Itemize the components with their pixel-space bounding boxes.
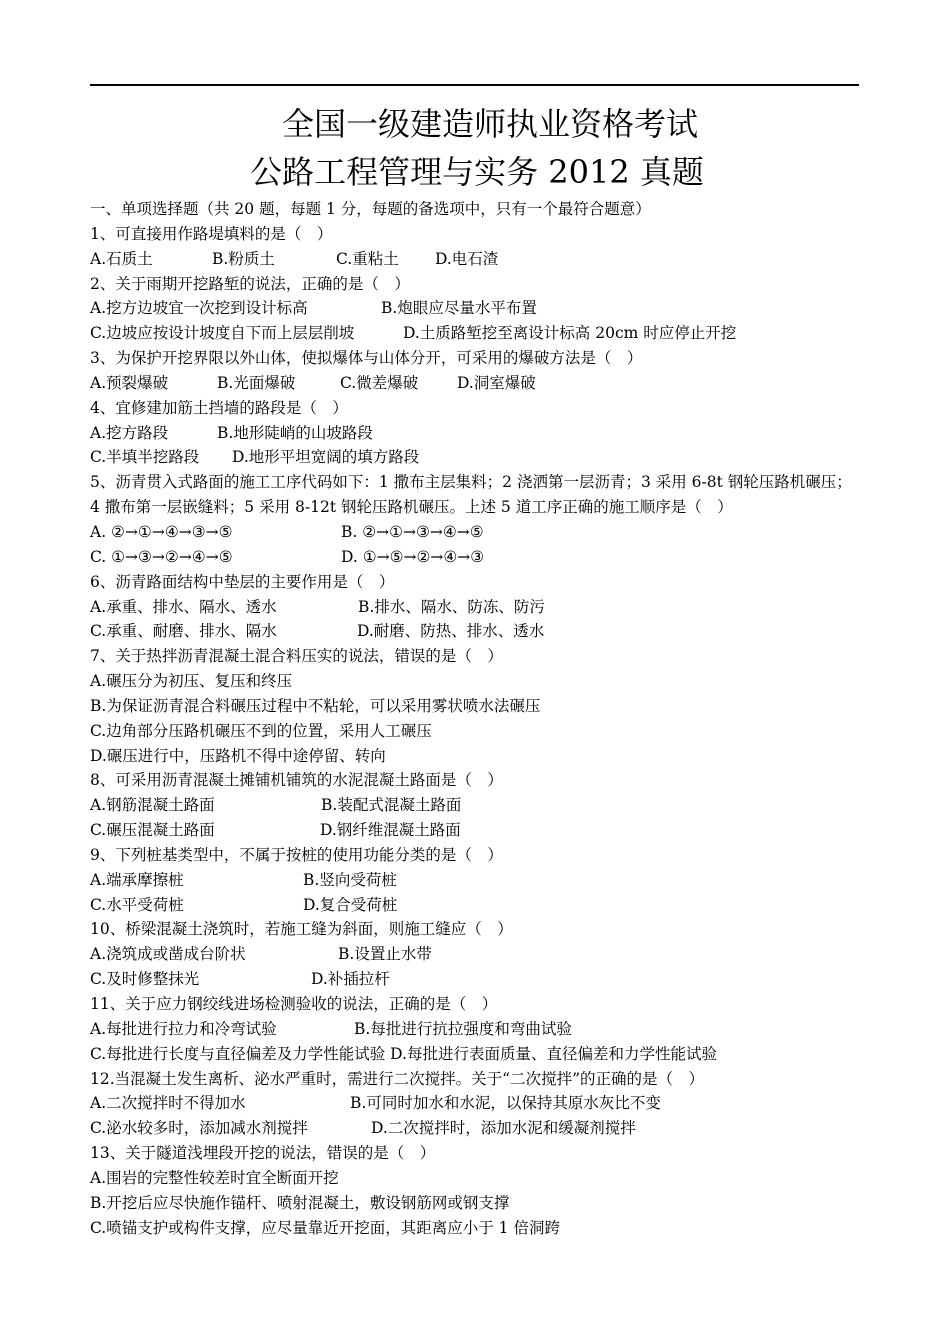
document-subtitle: 公路工程管理与实务 2012 真题 xyxy=(250,153,704,191)
option-line xyxy=(90,868,870,893)
option-line xyxy=(90,321,870,346)
line-text: 4、宜修建加筋土挡墙的路段是（ ） xyxy=(90,398,348,417)
line-text: 10、桥梁混凝土浇筑时，若施工缝为斜面，则施工缝应（ ） xyxy=(90,920,513,939)
line-text: 8、可采用沥青混凝土摊铺机铺筑的水泥混凝土路面是（ ） xyxy=(90,771,503,790)
text-line xyxy=(90,992,870,1017)
answer-option: C.及时修整抹光 xyxy=(90,970,200,989)
text-line xyxy=(90,1141,870,1166)
line-text: 12.当混凝土发生离析、泌水严重时，需进行二次搅拌。关于“二次搅拌”的正确的是（ ） xyxy=(90,1069,705,1088)
answer-option: C.边坡应按设计坡度自下而上层层削坡 xyxy=(90,324,355,343)
text-line xyxy=(90,694,870,719)
text-line xyxy=(90,495,870,520)
line-text: 6、沥青路面结构中垫层的主要作用是（ ） xyxy=(90,572,395,591)
option-line xyxy=(90,793,870,818)
text-line xyxy=(90,1042,870,1067)
answer-option: D.钢纤维混凝土路面 xyxy=(320,821,461,840)
line-text: 13、关于隧道浅埋段开挖的说法，错误的是（ ） xyxy=(90,1144,436,1163)
text-line xyxy=(90,768,870,793)
option-line xyxy=(90,421,870,446)
text-line xyxy=(90,917,870,942)
answer-option: A.浇筑成或凿成台阶状 xyxy=(90,945,246,964)
option-line xyxy=(90,545,870,570)
line-text: C.喷锚支护或构件支撑，应尽量靠近开挖面，其距离应小于 1 倍洞跨 xyxy=(90,1218,560,1237)
line-text: 1、可直接用作路堤填料的是（ ） xyxy=(90,224,333,243)
option-line xyxy=(90,520,870,545)
answer-option: A.承重、排水、隔水、透水 xyxy=(90,597,277,616)
line-text: B.开挖后应尽快施作锚杆、喷射混凝土，敷设钢筋网或钢支撑 xyxy=(90,1193,510,1212)
answer-option: D.耐磨、防热、排水、透水 xyxy=(357,622,545,641)
line-text: C.每批进行长度与直径偏差及力学性能试验 D.每批进行表面质量、直径偏差和力学性能试验 xyxy=(90,1044,717,1063)
option-line xyxy=(90,445,870,470)
option-line xyxy=(90,967,870,992)
text-line xyxy=(90,272,870,297)
line-text: B.为保证沥青混合料碾压过程中不粘轮，可以采用雾状喷水法碾压 xyxy=(90,696,541,715)
text-line xyxy=(90,843,870,868)
answer-option: B.每批进行抗拉强度和弯曲试验 xyxy=(354,1019,572,1038)
text-line xyxy=(90,1216,870,1241)
document-title: 全国一级建造师执业资格考试 xyxy=(281,105,698,143)
answer-option: B.地形陡峭的山坡路段 xyxy=(217,423,373,442)
answer-option: A.二次搅拌时不得加水 xyxy=(90,1094,246,1113)
answer-option: C.微差爆破 xyxy=(340,373,419,392)
answer-option: B.光面爆破 xyxy=(217,373,296,392)
text-line xyxy=(90,396,870,421)
answer-option: C.水平受荷桩 xyxy=(90,895,184,914)
option-line xyxy=(90,1017,870,1042)
answer-option: A.端承摩擦桩 xyxy=(90,870,184,889)
line-text: 2、关于雨期开挖路堑的说法，正确的是（ ） xyxy=(90,274,410,293)
answer-option: D.补插拉杆 xyxy=(311,970,390,989)
answer-option: A.每批进行拉力和冷弯试验 xyxy=(90,1019,277,1038)
option-line xyxy=(90,595,870,620)
answer-option: D.复合受荷桩 xyxy=(303,895,398,914)
answer-option: B.装配式混凝土路面 xyxy=(321,796,462,815)
option-line xyxy=(90,296,870,321)
answer-option: B.炮眼应尽量水平布置 xyxy=(381,299,537,318)
text-line xyxy=(90,1191,870,1216)
text-line xyxy=(90,744,870,769)
answer-option: D.洞室爆破 xyxy=(457,373,536,392)
answer-option: A.石质土 xyxy=(90,249,153,268)
text-line xyxy=(90,570,870,595)
line-text: 11、关于应力钢绞线进场检测验收的说法，正确的是（ ） xyxy=(90,995,498,1013)
text-line xyxy=(90,1067,870,1092)
line-text: 一、单项选择题（共 20 题，每题 1 分，每题的备选项中，只有一个最符合题意） xyxy=(90,200,651,218)
line-text: A.围岩的完整性较差时宜全断面开挖 xyxy=(90,1168,339,1187)
option-line xyxy=(90,371,870,396)
answer-option: B.排水、隔水、防冻、防污 xyxy=(358,597,545,616)
answer-option: D. ①→⑤→②→④→③ xyxy=(341,547,485,566)
text-line xyxy=(90,346,870,371)
text-line xyxy=(90,1166,870,1191)
option-line xyxy=(90,247,870,272)
answer-option: D.二次搅拌时，添加水泥和缓凝剂搅拌 xyxy=(371,1119,636,1138)
option-line xyxy=(90,818,870,843)
answer-option: B.竖向受荷桩 xyxy=(303,870,397,889)
text-line xyxy=(90,470,870,495)
answer-option: B.可同时加水和水泥，以保持其原水灰比不变 xyxy=(350,1094,661,1113)
text-line xyxy=(90,222,870,247)
line-text: 4 撒布第一层嵌缝料；5 采用 8-12t 钢轮压路机碾压。上述 5 道工序正确的施工顺序是（ ） xyxy=(90,498,733,517)
line-text: C.边角部分压路机碾压不到的位置，采用人工碾压 xyxy=(90,721,432,740)
header-rule xyxy=(90,84,859,86)
line-text: 5、沥青贯入式路面的施工工序代码如下：1 撒布主层集料；2 浇洒第一层沥青；3 采用 6-8t 钢轮压路机碾压； xyxy=(90,473,852,492)
line-text: 3、为保护开挖界限以外山体，使拟爆体与山体分开，可采用的爆破方法是（ ） xyxy=(90,349,643,368)
answer-option: C.承重、耐磨、排水、隔水 xyxy=(90,622,277,641)
option-line xyxy=(90,619,870,644)
answer-option: A.挖方路段 xyxy=(90,423,169,442)
line-text: A.碾压分为初压、复压和终压 xyxy=(90,672,293,691)
answer-option: B. ②→①→③→④→⑤ xyxy=(341,522,484,541)
answer-option: D.电石渣 xyxy=(435,249,499,268)
option-line xyxy=(90,1091,870,1116)
answer-option: C. ①→③→②→④→⑤ xyxy=(90,547,233,566)
answer-option: C.碾压混凝土路面 xyxy=(90,821,215,840)
answer-option: A.挖方边坡宜一次挖到设计标高 xyxy=(90,299,308,318)
text-line xyxy=(90,644,870,669)
line-text: 9、下列桩基类型中，不属于按桩的使用功能分类的是（ ） xyxy=(90,845,503,864)
line-text: 7、关于热拌沥青混凝土混合料压实的说法，错误的是（ ） xyxy=(90,647,503,666)
answer-option: C.泌水较多时，添加减水剂搅拌 xyxy=(90,1119,308,1138)
answer-option: C.重粘土 xyxy=(336,249,399,268)
answer-option: C.半填半挖路段 xyxy=(90,448,200,467)
answer-option: B.设置止水带 xyxy=(338,945,432,964)
option-line xyxy=(90,1116,870,1141)
answer-option: D.土质路堑挖至离设计标高 20cm 时应停止开挖 xyxy=(403,324,737,343)
answer-option: A.预裂爆破 xyxy=(90,373,169,392)
option-line xyxy=(90,942,870,967)
line-text: D.碾压进行中，压路机不得中途停留、转向 xyxy=(90,746,386,765)
option-line xyxy=(90,893,870,918)
text-line xyxy=(90,719,870,744)
text-line xyxy=(90,197,870,222)
question-list xyxy=(90,197,870,1240)
text-line xyxy=(90,669,870,694)
answer-option: A. ②→①→④→③→⑤ xyxy=(90,522,233,541)
answer-option: A.钢筋混凝土路面 xyxy=(90,796,215,815)
answer-option: B.粉质土 xyxy=(212,249,275,268)
answer-option: D.地形平坦宽阔的填方路段 xyxy=(232,448,420,467)
